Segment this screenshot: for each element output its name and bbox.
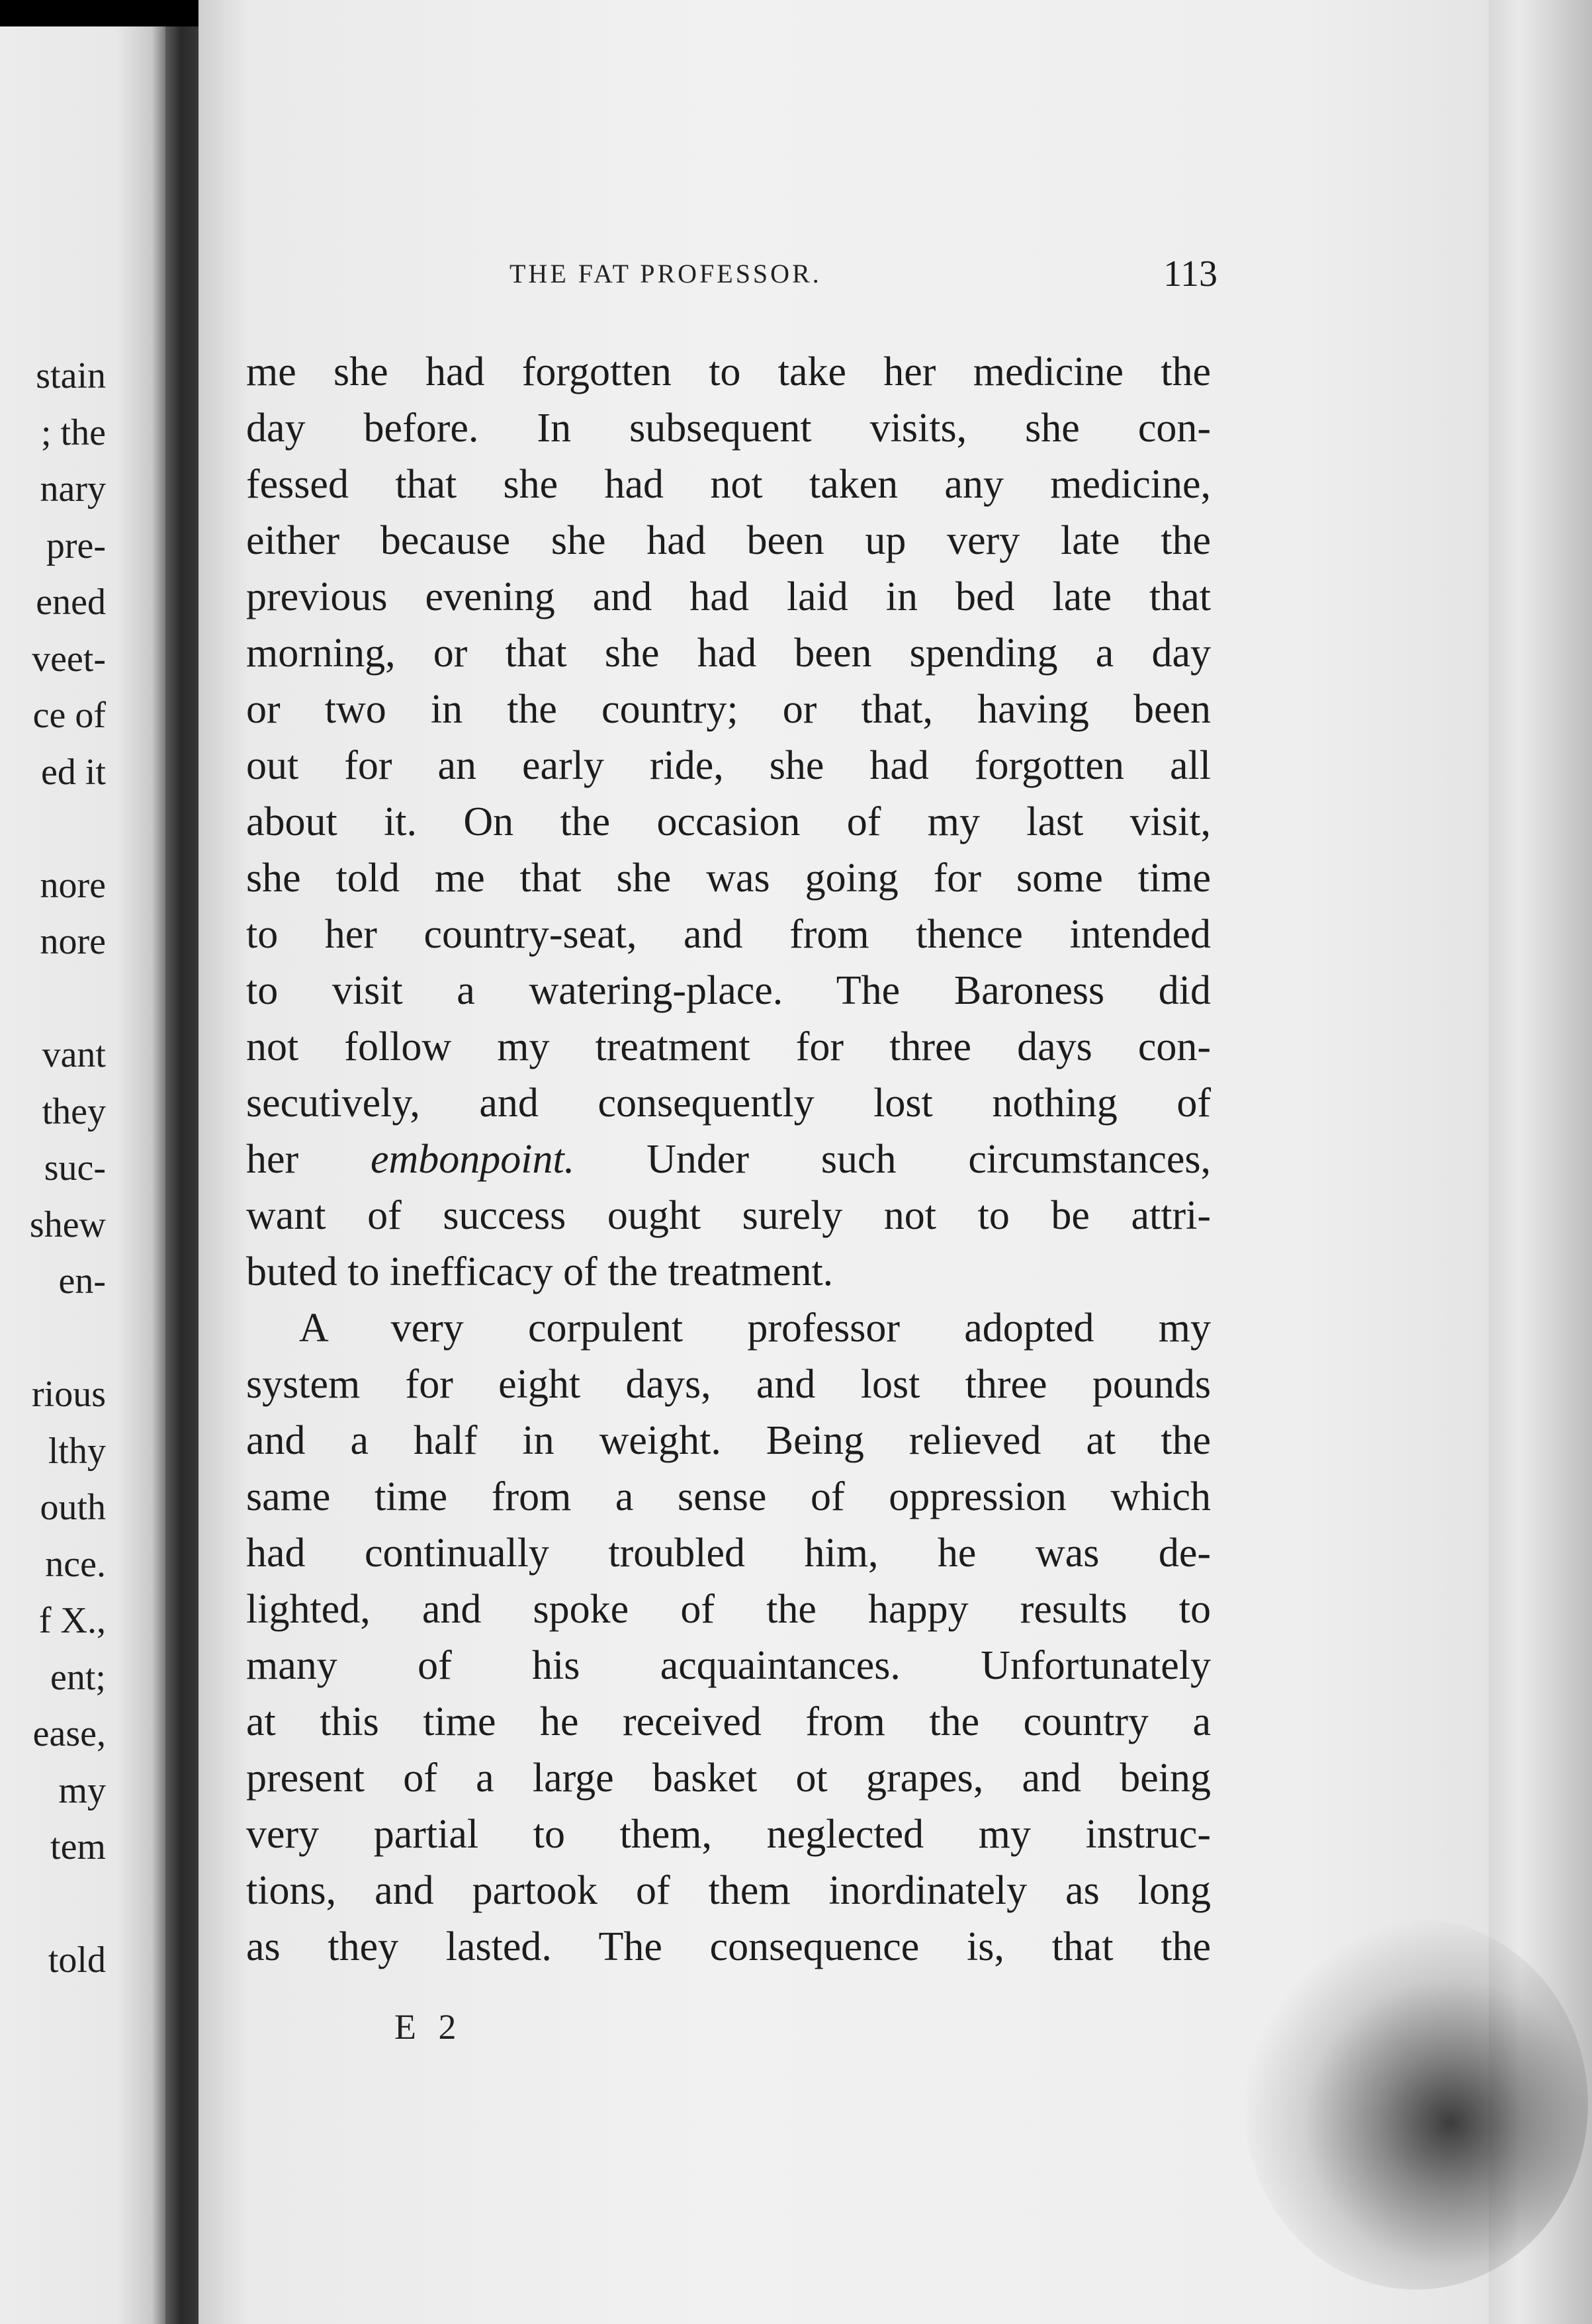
text-segment: her	[246, 1137, 371, 1182]
text-line: tions, and partook of them inordinately as long	[246, 1868, 1211, 1913]
left-page-fragment: veet-	[32, 638, 106, 680]
left-page-fragment: ; the	[41, 412, 106, 453]
left-page-fragment: pre-	[46, 525, 106, 566]
left-page-fragment: nce.	[45, 1543, 106, 1585]
left-page-fragment: outh	[40, 1487, 106, 1528]
left-page-fragment: nore	[40, 921, 106, 962]
text-line: as they lasted. The consequence is, that the	[246, 1924, 1211, 1969]
text-line: morning, or that she had been spending a day	[246, 631, 1211, 676]
text-line: about it. On the occasion of my last visit,	[246, 799, 1211, 844]
text-line: secutively, and consequently lost nothing of	[246, 1081, 1211, 1126]
page-stain	[1244, 1919, 1588, 2290]
text-line: day before. In subsequent visits, she con-	[246, 406, 1211, 451]
left-page-fragment: stain	[36, 355, 106, 396]
text-line: me she had forgotten to take her medicine the	[246, 349, 1211, 394]
text-line: system for eight days, and lost three pounds	[246, 1362, 1211, 1407]
left-page-fragment: they	[42, 1091, 106, 1132]
text-line-with-italic	[246, 1132, 1211, 1188]
left-page-fragment: suc-	[44, 1147, 106, 1188]
italic-word: embonpoint.	[371, 1137, 575, 1182]
text-line: had continually troubled him, he was de-	[246, 1531, 1211, 1576]
left-page-fragment: f X.,	[38, 1600, 106, 1641]
text-line: and a half in weight. Being relieved at the	[246, 1418, 1211, 1463]
left-page-fragment: lthy	[48, 1430, 106, 1472]
text-line: out for an early ride, she had forgotten all	[246, 743, 1211, 788]
left-page-fragment: shew	[29, 1204, 106, 1245]
left-page-fragment: nary	[40, 469, 106, 510]
page-number: 113	[1163, 253, 1217, 294]
left-page-fragment: told	[48, 1940, 106, 1981]
text-line: not follow my treatment for three days con-	[246, 1024, 1211, 1069]
text-line: want of success ought surely not to be attri-	[246, 1193, 1211, 1238]
left-page-fragment: nore	[40, 864, 106, 906]
paragraph-2	[246, 1300, 1211, 1975]
text-line: she told me that she was going for some time	[246, 856, 1211, 901]
body-text	[246, 344, 1211, 1975]
text-line: A very corpulent professor adopted my	[299, 1306, 1211, 1351]
text-line: to her country-seat, and from thence intended	[246, 912, 1211, 957]
text-line: lighted, and spoke of the happy results to	[246, 1587, 1211, 1632]
text-line: previous evening and had laid in bed late that	[246, 574, 1211, 619]
text-segment: Under such circumstances,	[574, 1137, 1211, 1182]
left-page-fragment: ease,	[32, 1713, 106, 1754]
text-line: present of a large basket ot grapes, and being	[246, 1756, 1211, 1801]
left-page-fragment: ent;	[50, 1656, 106, 1698]
text-line: very partial to them, neglected my instruc-	[246, 1812, 1211, 1857]
left-page-fragment: ened	[36, 582, 106, 623]
left-page-fragment-column	[0, 26, 106, 2324]
signature-mark: E 2	[394, 2007, 463, 2047]
page-header	[251, 253, 1217, 292]
text-line: buted to inefficacy of the treatment.	[246, 1249, 834, 1294]
text-line: fessed that she had not taken any medicine,	[246, 462, 1211, 507]
running-title: THE FAT PROFESSOR.	[509, 259, 822, 289]
left-page-fragment: ed it	[41, 751, 106, 793]
left-page-fragment: rious	[32, 1374, 106, 1415]
left-page-fragment: my	[58, 1769, 106, 1811]
text-line: either because she had been up very late the	[246, 518, 1211, 563]
text-line: to visit a watering-place. The Baroness did	[246, 968, 1211, 1013]
left-page-fragment: tem	[50, 1826, 106, 1867]
left-page-fragment: ce of	[32, 695, 106, 736]
text-line: at this time he received from the country a	[246, 1699, 1211, 1744]
text-line: same time from a sense of oppression which	[246, 1474, 1211, 1519]
text-line: many of his acquaintances. Unfortunately	[246, 1643, 1211, 1688]
left-page-fragment: en-	[58, 1261, 106, 1302]
paragraph-1	[246, 344, 1211, 1300]
facing-page-left	[0, 26, 165, 2324]
text-line: or two in the country; or that, having been	[246, 687, 1211, 732]
left-page-fragment: vant	[42, 1034, 106, 1075]
